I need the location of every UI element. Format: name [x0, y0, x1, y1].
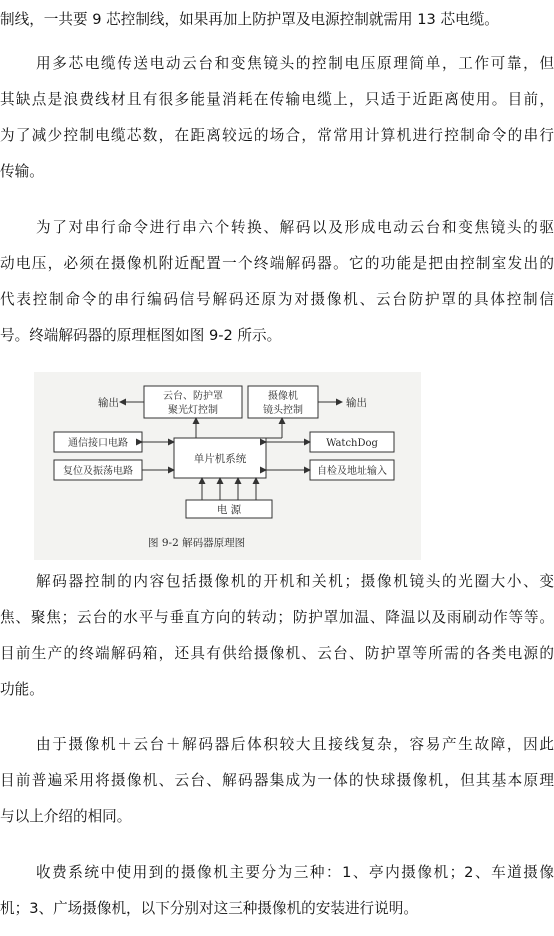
- camera-label-line1: 摄像机: [268, 391, 298, 402]
- text-line: 号。终端解码器的原理框图如图 9-2 所示。: [0, 327, 282, 344]
- paragraph-6: [0, 855, 554, 927]
- mcu-system-label: 单片机系统: [193, 453, 247, 465]
- watchdog-label: WatchDog: [326, 438, 378, 449]
- text-line: 传输。: [0, 163, 44, 180]
- figure-caption: 图 9-2 解码器原理图: [148, 537, 246, 549]
- text-line: 功能。: [0, 681, 44, 698]
- paragraph-1: [0, 2, 554, 38]
- text-line: 为了对串行命令进行串六个转换、解码以及形成电动云台和变焦镜头的驱: [36, 219, 554, 236]
- paragraph-3: [0, 210, 554, 354]
- output-left-label: 输出: [98, 397, 119, 409]
- text-line: 制线，一共要 9 芯控制线，如果再加上防护罩及电源控制就需用 13 芯电缆。: [0, 11, 499, 28]
- reset-oscillator-label: 复位及振荡电路: [63, 466, 133, 477]
- paragraph-5: [0, 727, 554, 835]
- paragraph-2: [0, 46, 554, 190]
- text-line: 机；3、广场摄像机，以下分别对这三种摄像机的安装进行说明。: [0, 900, 418, 917]
- camera-label-line2: 镜头控制: [263, 405, 303, 416]
- text-line: 其缺点是浪费线材且有很多能量消耗在传输电缆上，只适于近距离使用。目前，: [0, 91, 554, 108]
- text-line: 由于摄像机＋云台＋解码器后体积较大且接线复杂，容易产生故障，因此: [36, 736, 554, 753]
- text-line: 目前普遍采用将摄像机、云台、解码器集成为一体的快球摄像机，但其基本原理: [0, 772, 554, 789]
- text-line: 代表控制命令的串行编码信号解码还原为对摄像机、云台防护罩的具体控制信: [0, 291, 554, 308]
- comm-interface-label: 通信接口电路: [68, 438, 128, 449]
- text-line: 解码器控制的内容包括摄像机的开机和关机；摄像机镜头的光圈大小、变: [36, 573, 554, 590]
- text-line: 与以上介绍的相同。: [0, 808, 132, 825]
- text-line: 焦、聚焦；云台的水平与垂直方向的转动；防护罩加温、降温以及雨刷动作等等。: [0, 609, 554, 626]
- decoder-block-diagram: [34, 372, 421, 560]
- power-label: 电 源: [216, 504, 242, 516]
- text-line: 用多芯电缆传送电动云台和变焦镜头的控制电压原理简单，工作可靠，但: [36, 55, 554, 72]
- selftest-address-label: 自检及地址输入: [317, 466, 387, 477]
- text-line: 目前生产的终端解码箱，还具有供给摄像机、云台、防护罩等所需的各类电源的: [0, 645, 554, 662]
- output-right-label: 输出: [346, 397, 367, 409]
- pan-tilt-label-line1: 云台、防护罩: [163, 391, 223, 402]
- text-line: 为了减少控制电缆芯数，在距离较远的场合，常常用计算机进行控制命令的串行: [0, 127, 554, 144]
- paragraph-4: [0, 564, 554, 708]
- text-line: 收费系统中使用到的摄像机主要分为三种：1、亭内摄像机；2、车道摄像: [36, 864, 554, 881]
- text-line: 动电压，必须在摄像机附近配置一个终端解码器。它的功能是把由控制室发出的: [0, 255, 554, 272]
- pan-tilt-label-line2: 聚光灯控制: [168, 405, 218, 416]
- decoder-diagram-figure: [34, 372, 421, 560]
